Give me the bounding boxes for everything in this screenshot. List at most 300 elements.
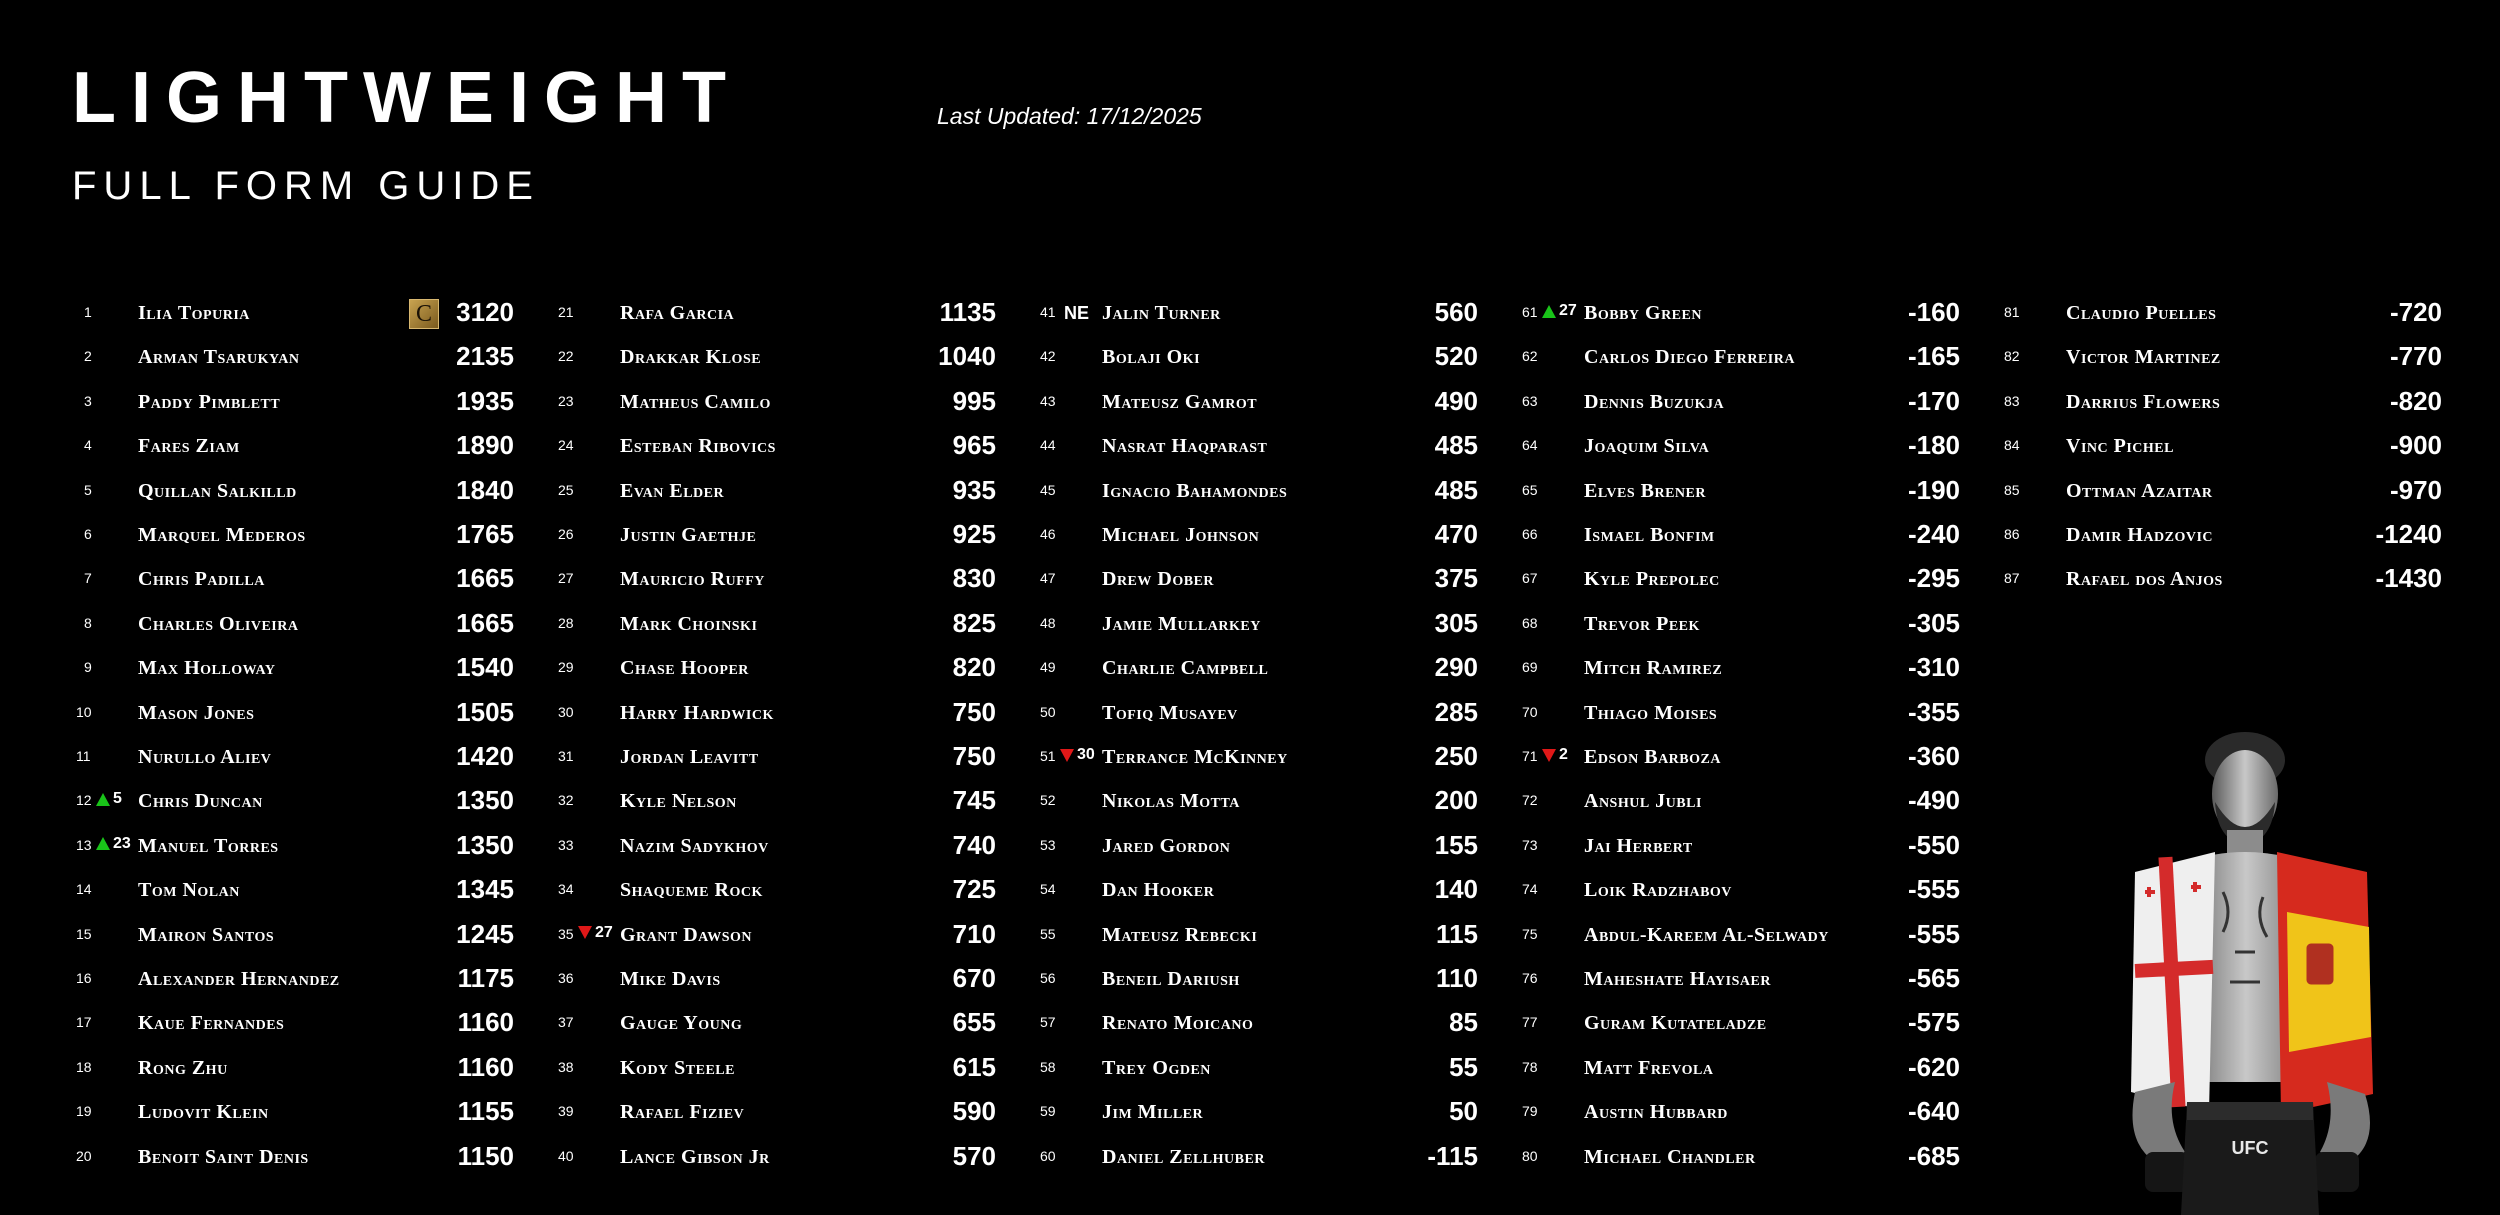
ranking-row: [554, 647, 1014, 687]
rank-number: 59: [1040, 1103, 1056, 1120]
fighter-name: Max Holloway: [138, 657, 276, 680]
fighter-score: -160: [1907, 297, 1960, 327]
rank-number: 55: [1040, 925, 1056, 942]
fighter-score: -490: [1907, 785, 1960, 816]
ranking-row: [72, 381, 532, 421]
rank-number: 84: [2004, 437, 2020, 454]
rank-number: 40: [558, 1147, 574, 1164]
fighter-score: 1150: [457, 1140, 514, 1171]
fighter-name: Maheshate Hayisaer: [1584, 968, 1771, 990]
ranking-row: [1518, 869, 1978, 909]
page-title: LIGHTWEIGHT: [72, 58, 741, 138]
fighter-score: 1160: [457, 1051, 514, 1082]
rank-number: 34: [558, 881, 574, 898]
fighter-score: 1840: [456, 474, 514, 505]
fighter-name: Mike Davis: [620, 968, 721, 990]
fighter-score: 485: [1434, 430, 1478, 461]
fighter-score: 1345: [456, 874, 514, 905]
fighter-score: 115: [1436, 918, 1478, 949]
ranking-row: [1036, 958, 1496, 998]
fighter-score: 490: [1434, 385, 1478, 416]
rank-number: 69: [1522, 659, 1538, 676]
fighter-name: Justin Gaethje: [620, 524, 757, 546]
fighter-image: [2105, 722, 2395, 1215]
fighter-name: Renato Moicano: [1102, 1012, 1254, 1035]
ranking-row: [554, 958, 1014, 998]
fighter-name: Bobby Green: [1584, 302, 1702, 324]
rank-number: 37: [558, 1014, 574, 1031]
fighter-score: 935: [952, 474, 996, 505]
fighter-name: Nurullo Aliev: [138, 746, 272, 768]
fighter-score: 140: [1434, 874, 1478, 905]
ranking-row: [554, 869, 1014, 909]
rank-number: 85: [2004, 481, 2020, 498]
rank-number: 73: [1522, 836, 1538, 853]
ranking-row: [1036, 1091, 1496, 1131]
fighter-name: Darrius Flowers: [2066, 390, 2221, 413]
fighter-name: Austin Hubbard: [1584, 1101, 1728, 1124]
fighter-score: 1040: [938, 341, 996, 372]
fighter-name: Mateusz Rebecki: [1102, 923, 1258, 946]
fighter-score: 670: [952, 963, 996, 993]
rank-change-value: 27: [595, 923, 613, 941]
ranking-row: [1036, 780, 1496, 820]
rank-down-indicator: [1060, 742, 1095, 768]
rank-number: 14: [76, 881, 92, 898]
rank-number: 26: [558, 526, 574, 542]
ranking-row: [1518, 780, 1978, 820]
ranking-row: [554, 470, 1014, 510]
fighter-name: Guram Kutateladze: [1584, 1012, 1767, 1035]
rank-number: 6: [84, 526, 92, 542]
ranking-row: [1036, 381, 1496, 421]
rank-number: 74: [1522, 881, 1538, 898]
fighter-score: -555: [1907, 874, 1960, 905]
rank-number: 16: [76, 970, 92, 986]
fighter-score: -190: [1907, 474, 1960, 505]
rank-number: 7: [84, 570, 92, 587]
rank-number: 22: [558, 348, 574, 365]
rank-number: 66: [1522, 526, 1538, 542]
ranking-row: [2000, 292, 2460, 332]
fighter-score: -565: [1907, 963, 1960, 993]
rank-number: 41: [1040, 304, 1056, 320]
ranking-row: [554, 692, 1014, 732]
fighter-score: 725: [952, 874, 996, 905]
fighter-name: Dan Hooker: [1102, 879, 1215, 902]
ranking-row: [72, 470, 532, 510]
fighter-name: Michael Chandler: [1584, 1145, 1756, 1168]
fighter-score: 1505: [456, 696, 514, 727]
rank-number: 62: [1522, 348, 1538, 365]
fighter-score: 1420: [456, 741, 514, 771]
fighter-score: 710: [952, 918, 996, 949]
rank-number: 35: [558, 925, 574, 942]
fighter-score: -240: [1907, 519, 1960, 549]
fighter-name: Carlos Diego Ferreira: [1584, 346, 1795, 369]
rank-number: 20: [76, 1147, 92, 1164]
fighter-score: 590: [952, 1096, 996, 1127]
ranking-row: [72, 336, 532, 376]
fighter-name: Rong Zhu: [138, 1056, 228, 1079]
rank-number: 58: [1040, 1058, 1056, 1075]
rank-number: 33: [558, 836, 574, 853]
rank-number: 76: [1522, 970, 1538, 986]
fighter-score: -575: [1907, 1007, 1960, 1038]
fighter-name: Victor Martinez: [2066, 346, 2221, 369]
rank-number: 56: [1040, 970, 1056, 986]
rank-number: 72: [1522, 792, 1538, 809]
rank-number: 5: [84, 481, 92, 498]
fighter-name: Manuel Torres: [138, 834, 279, 857]
ranking-row: [72, 425, 532, 465]
fighter-score: 55: [1449, 1051, 1478, 1082]
fighter-score: -295: [1907, 563, 1960, 594]
rank-number: 43: [1040, 392, 1056, 409]
ranking-row: [554, 558, 1014, 598]
ranking-row: [554, 1091, 1014, 1131]
ranking-row: [1518, 470, 1978, 510]
ranking-row: [2000, 558, 2460, 598]
fighter-score: 925: [952, 519, 996, 549]
rank-number: 23: [558, 392, 574, 409]
ranking-row: [72, 958, 532, 998]
ranking-row: [554, 1047, 1014, 1087]
fighter-name: Ludovit Klein: [138, 1101, 269, 1124]
ranking-row: [1036, 825, 1496, 865]
ranking-row: [1518, 736, 1978, 776]
fighter-name: Kyle Prepolec: [1584, 568, 1720, 591]
fighter-score: 1155: [457, 1096, 514, 1127]
rank-number: 25: [558, 481, 574, 498]
rank-number: 46: [1040, 526, 1056, 542]
fighter-name: Matheus Camilo: [620, 390, 771, 413]
ranking-row: [72, 736, 532, 776]
page-subtitle: FULL FORM GUIDE: [72, 164, 540, 208]
fighter-name: Kaue Fernandes: [138, 1012, 285, 1035]
rank-number: 57: [1040, 1014, 1056, 1031]
rank-number: 64: [1522, 437, 1538, 454]
fighter-score: 740: [952, 829, 996, 860]
rank-number: 52: [1040, 792, 1056, 809]
fighter-score: 85: [1449, 1007, 1478, 1038]
rank-number: 1: [84, 304, 92, 320]
ranking-row: [554, 292, 1014, 332]
rank-number: 32: [558, 792, 574, 809]
rank-number: 44: [1040, 437, 1056, 454]
fighter-score: -355: [1907, 696, 1960, 727]
ranking-row: [2000, 425, 2460, 465]
fighter-name: Charles Oliveira: [138, 612, 299, 635]
champion-badge-icon: C: [409, 299, 439, 329]
fighter-name: Jim Miller: [1102, 1101, 1204, 1124]
fighter-score: 485: [1434, 474, 1478, 505]
rank-number: 3: [84, 392, 92, 409]
ranking-row: [72, 514, 532, 554]
rank-change-value: 2: [1559, 746, 1568, 763]
ranking-row: [1036, 692, 1496, 732]
fighter-score: 110: [1436, 963, 1478, 993]
rank-change-value: 27: [1559, 302, 1577, 319]
ranking-row: [554, 780, 1014, 820]
rank-number: 63: [1522, 392, 1538, 409]
fighter-name: Paddy Pimblett: [138, 390, 281, 413]
fighter-score: 250: [1434, 741, 1478, 771]
ranking-row: [2000, 381, 2460, 421]
ranking-row: [1036, 336, 1496, 376]
rank-down-indicator: [1542, 742, 1568, 768]
arrow-up-icon: [1542, 305, 1556, 318]
ranking-row: [1036, 558, 1496, 598]
rank-number: 75: [1522, 925, 1538, 942]
rank-number: 2: [84, 348, 92, 365]
ranking-row: [72, 1047, 532, 1087]
ranking-row: [554, 603, 1014, 643]
ranking-row: [1036, 603, 1496, 643]
fighter-name: Mark Choinski: [620, 612, 758, 635]
ranking-row: [1518, 958, 1978, 998]
ranking-row: [554, 1136, 1014, 1176]
fighter-name: Benoit Saint Denis: [138, 1145, 309, 1168]
fighter-name: Lance Gibson Jr: [620, 1145, 770, 1168]
fighter-score: -115: [1427, 1140, 1478, 1171]
ranking-row: [1518, 647, 1978, 687]
ranking-row: [72, 558, 532, 598]
fighter-score: 825: [952, 607, 996, 638]
fighter-name: Tom Nolan: [138, 879, 240, 902]
fighter-name: Drew Dober: [1102, 568, 1215, 591]
arrow-down-icon: [1542, 749, 1556, 762]
ranking-row: [2000, 514, 2460, 554]
fighter-name: Joaquim Silva: [1584, 435, 1710, 458]
arrow-up-icon: [96, 837, 110, 850]
fighter-score: 2135: [456, 341, 514, 372]
ranking-row: [72, 1091, 532, 1131]
fighter-name: Mauricio Ruffy: [620, 568, 765, 591]
rank-change-value: 30: [1077, 746, 1095, 763]
rank-number: 83: [2004, 392, 2020, 409]
fighter-score: -555: [1907, 918, 1960, 949]
fighter-score: 560: [1434, 297, 1478, 327]
ranking-row: [1518, 514, 1978, 554]
fighter-name: Dennis Buzukja: [1584, 390, 1725, 413]
rank-number: 49: [1040, 659, 1056, 676]
fighter-name: Ismael Bonfim: [1584, 524, 1715, 546]
ranking-row: [72, 869, 532, 909]
rank-number: 8: [84, 614, 92, 631]
fighter-score: 3120: [456, 297, 514, 327]
rank-number: 81: [2004, 304, 2020, 320]
fighter-score: 470: [1434, 519, 1478, 549]
rank-number: 24: [558, 437, 574, 454]
fighter-name: Claudio Puelles: [2066, 302, 2217, 324]
fighter-name: Ignacio Bahamondes: [1102, 479, 1288, 502]
fighter-score: 1665: [456, 607, 514, 638]
ranking-row: [554, 1002, 1014, 1042]
rank-change-value: 5: [113, 790, 122, 808]
rank-up-indicator: [96, 831, 131, 857]
ranking-row: [72, 914, 532, 954]
ranking-row: [554, 381, 1014, 421]
rank-number: 31: [558, 748, 574, 764]
rank-number: 48: [1040, 614, 1056, 631]
rank-number: 51: [1040, 748, 1056, 764]
fighter-score: 1935: [456, 385, 514, 416]
fighter-score: -180: [1907, 430, 1960, 461]
rank-number: 50: [1040, 703, 1056, 720]
fighter-score: 1765: [456, 519, 514, 549]
arrow-down-icon: [578, 926, 592, 939]
fighter-name: Shaqueme Rock: [620, 879, 763, 902]
fighter-name: Gauge Young: [620, 1012, 743, 1035]
fighter-score: 155: [1434, 829, 1478, 860]
ranking-row: [554, 825, 1014, 865]
rank-number: 30: [558, 703, 574, 720]
rank-number: 27: [558, 570, 574, 587]
ranking-row: [1036, 514, 1496, 554]
fighter-name: Bolaji Oki: [1102, 346, 1201, 369]
rank-number: 45: [1040, 481, 1056, 498]
fighter-score: 745: [952, 785, 996, 816]
rank-number: 53: [1040, 836, 1056, 853]
fighter-name: Rafa Garcia: [620, 302, 735, 324]
fighter-score: -170: [1907, 385, 1960, 416]
ranking-row: [72, 603, 532, 643]
ranking-row: [72, 292, 532, 332]
fighter-score: 200: [1434, 785, 1478, 816]
rank-number: 61: [1522, 304, 1538, 320]
fighter-score: -1240: [2375, 519, 2442, 549]
fighter-name: Grant Dawson: [620, 923, 753, 946]
fighter-name: Elves Brener: [1584, 479, 1706, 502]
fighter-score: 290: [1434, 652, 1478, 683]
fighter-score: 820: [952, 652, 996, 683]
fighter-name: Mairon Santos: [138, 923, 275, 946]
arrow-up-icon: [96, 793, 110, 806]
ranking-row: [1518, 1091, 1978, 1131]
last-updated: Last Updated: 17/12/2025: [937, 103, 1202, 129]
ranking-row: [1518, 692, 1978, 732]
fighter-name: Esteban Ribovics: [620, 435, 776, 458]
ranking-row: [2000, 336, 2460, 376]
fighter-name: Jai Herbert: [1584, 834, 1693, 857]
ranking-row: [1518, 914, 1978, 954]
fighter-name: Kyle Nelson: [620, 790, 737, 813]
ufc-logo: UFC: [2231, 1138, 2269, 1158]
fighter-name: Michael Johnson: [1102, 524, 1260, 546]
fighter-score: -310: [1907, 652, 1960, 683]
rank-number: 71: [1522, 748, 1538, 764]
fighter-name: Evan Elder: [620, 479, 725, 502]
fighter-name: Mitch Ramirez: [1584, 657, 1723, 680]
rank-number: 13: [76, 836, 92, 853]
arrow-down-icon: [1060, 749, 1074, 762]
ranking-row: [72, 780, 532, 820]
fighter-name: Trey Ogden: [1102, 1056, 1211, 1079]
fighter-name: Jordan Leavitt: [620, 746, 759, 768]
rank-number: 65: [1522, 481, 1538, 498]
fighter-score: 1245: [456, 918, 514, 949]
fighter-score: -770: [2389, 341, 2442, 372]
rank-number: 67: [1522, 570, 1538, 587]
ranking-row: [72, 825, 532, 865]
fighter-score: 750: [952, 741, 996, 771]
fighter-score: -640: [1907, 1096, 1960, 1127]
rank-number: 17: [76, 1014, 92, 1031]
fighter-score: 995: [952, 385, 996, 416]
fighter-score: -900: [2389, 430, 2442, 461]
rank-number: 29: [558, 659, 574, 676]
ranking-row: [72, 647, 532, 687]
fighter-name: Alexander Hernandez: [138, 968, 340, 990]
fighter-score: 520: [1434, 341, 1478, 372]
ranking-row: [1518, 603, 1978, 643]
rank-number: 82: [2004, 348, 2020, 365]
fighter-name: Charlie Campbell: [1102, 657, 1269, 680]
fighter-name: Damir Hadzovic: [2066, 524, 2213, 546]
fighter-score: 750: [952, 696, 996, 727]
rank-down-indicator: [578, 920, 613, 946]
ranking-row: [1518, 381, 1978, 421]
fighter-score: 615: [952, 1051, 996, 1082]
rank-number: 86: [2004, 526, 2020, 542]
ranking-row: [72, 692, 532, 732]
fighter-name: Chase Hooper: [620, 657, 749, 680]
fighter-score: -550: [1907, 829, 1960, 860]
fighter-name: Nasrat Haqparast: [1102, 435, 1268, 458]
ranking-row: [1518, 1002, 1978, 1042]
fighter-score: -720: [2389, 297, 2442, 327]
ranking-row: [72, 1002, 532, 1042]
ranking-row: [554, 514, 1014, 554]
fighter-name: Abdul-Kareem Al-Selwady: [1584, 923, 1829, 946]
fighter-name: Mateusz Gamrot: [1102, 390, 1258, 413]
rank-number: 42: [1040, 348, 1056, 365]
fighter-name: Tofiq Musayev: [1102, 701, 1238, 724]
rank-number: 11: [76, 748, 91, 764]
fighter-score: 1135: [939, 297, 996, 327]
ranking-row: [1036, 869, 1496, 909]
ranking-row: [1036, 647, 1496, 687]
ranking-row: [1036, 1136, 1496, 1176]
rank-number: 9: [84, 659, 92, 676]
fighter-name: Mason Jones: [138, 701, 255, 724]
fighter-score: -620: [1907, 1051, 1960, 1082]
fighter-name: Quillan Salkilld: [138, 479, 297, 502]
rank-number: 15: [76, 925, 92, 942]
rank-number: 47: [1040, 570, 1056, 587]
rank-number: 68: [1522, 614, 1538, 631]
fighter-score: 285: [1434, 696, 1478, 727]
fighter-name: Ottman Azaitar: [2066, 479, 2213, 502]
ranking-row: [554, 914, 1014, 954]
fighter-name: Anshul Jubli: [1584, 790, 1702, 813]
rank-number: 54: [1040, 881, 1056, 898]
fighter-score: -685: [1907, 1140, 1960, 1171]
fighter-score: -820: [2389, 385, 2442, 416]
fighter-score: -1430: [2375, 563, 2442, 594]
ranking-row: [1518, 292, 1978, 332]
rank-number: 78: [1522, 1058, 1538, 1075]
ranking-row: [1518, 1136, 1978, 1176]
fighter-name: Chris Duncan: [138, 790, 263, 813]
fighter-score: 1890: [456, 430, 514, 461]
fighter-name: Edson Barboza: [1584, 746, 1721, 768]
fighter-name: Arman Tsarukyan: [138, 346, 300, 369]
rank-number: 28: [558, 614, 574, 631]
fighter-name: Jalin Turner: [1102, 302, 1221, 324]
rank-number: 19: [76, 1103, 92, 1120]
